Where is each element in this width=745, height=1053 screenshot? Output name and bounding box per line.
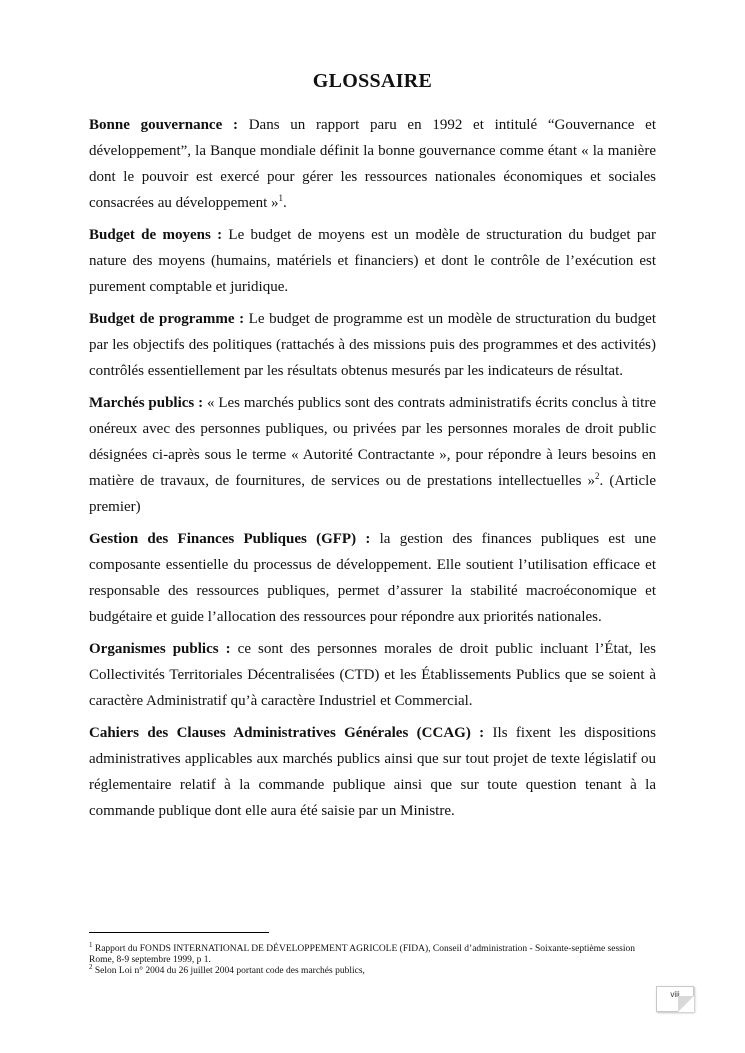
glossary-definition: la gestion des finances publiques est une composante essentielle du processus de développement. Elle soutient l’utilisation efficace et responsable des ressources publiques, permet d’assurer la stabilité macroéconomique et budgétaire et guide l’allocation des ressources pour répondre aux priorités nationales. [89,531,657,625]
page-title: GLOSSAIRE [312,70,433,92]
glossary-definition: « Les marchés publics sont des contrats administratifs écrits conclus à titre onéreux avec des personnes publiques, ou privées par les personnes morales de droit public désignées ci-après sous le terme « Autorité Contractante », pour répondre à leurs besoins en matière de travaux, de fournitures, de services ou de prestations intellectuelles » [89,395,656,489]
glossary-definition: Ils fixent les dispositions administratives applicables aux marchés publics ainsi que sur tout projet de texte législatif ou réglementaire relatif à la commande publique ainsi que sur toute question tenant à la commande publique dont elle aura été saisie par un Ministre. [89,725,656,819]
glossary-entry [89,112,656,216]
glossary-entry [89,636,656,714]
glossary-definition: Le budget de programme est un modèle de structuration du budget par les objectifs des politiques (rattachés à des missions puis des programmes et des activités) contrôlés essentiellement par les résultats obtenus mesurés par les indicateurs de résultat. [89,311,656,379]
footnotes [89,940,656,977]
glossary-entry [89,526,656,630]
footnote-text: Rapport du FONDS INTERNATIONAL DE DÉVELOPPEMENT AGRICOLE (FIDA), Conseil d’administration - Soixante-septième session Rome, 8-9 septembre 1999, p 1. [89,944,636,965]
glossary-term: Budget de moyens : [89,227,223,243]
glossary-entry [89,720,656,824]
footnote-ref[interactable]: 1 [278,193,283,203]
glossary-term: Bonne gouvernance : [89,117,238,133]
glossary-entry [89,222,656,300]
glossary-entry [89,306,656,384]
footnote [89,940,656,966]
glossary-term: Cahiers des Clauses Administratives Générales (CCAG) : [89,725,485,741]
page-number: viii [670,990,680,999]
glossary-definition-end: . [283,195,287,211]
footnote-separator [89,932,269,933]
footnote-number: 2 [89,962,93,971]
footnote-number: 1 [89,940,93,949]
glossary-term: Marchés publics : [89,395,204,411]
page-number-badge [656,986,694,1012]
glossary-definition: ce sont des personnes morales de droit public incluant l’État, les Collectivités Territoriales Décentralisées (CTD) et les Établissements Publics que se soient à caractère Administratif qu’à caractère Industriel et Commercial. [89,641,657,709]
glossary-entry [89,390,656,520]
glossary-term: Gestion des Finances Publiques (GFP) : [89,531,371,547]
glossary-term: Budget de programme : [89,311,245,327]
page-curl-icon [678,996,694,1012]
footnote-text: Selon Loi n° 2004 du 26 juillet 2004 portant code des marchés publics, [92,966,365,976]
glossary-definition: Le budget de moyens est un modèle de structuration du budget par nature des moyens (humains, matériels et financiers) et dont le contrôle de l’exécution est purement comptable et juridique. [89,227,656,295]
footnote [89,962,656,977]
glossary-definition: Dans un rapport paru en 1992 et intitulé “Gouvernance et développement”, la Banque mondiale définit la bonne gouvernance comme étant « la manière dont le pouvoir est exercé pour gérer les ressources nationales économiques et sociales consacrées au développement » [89,117,657,211]
glossary-term: Organismes publics : [89,641,231,657]
glossary-entries [89,112,656,830]
footnote-ref[interactable]: 2 [595,471,600,481]
glossary-definition-end: . (Article premier) [89,473,656,515]
